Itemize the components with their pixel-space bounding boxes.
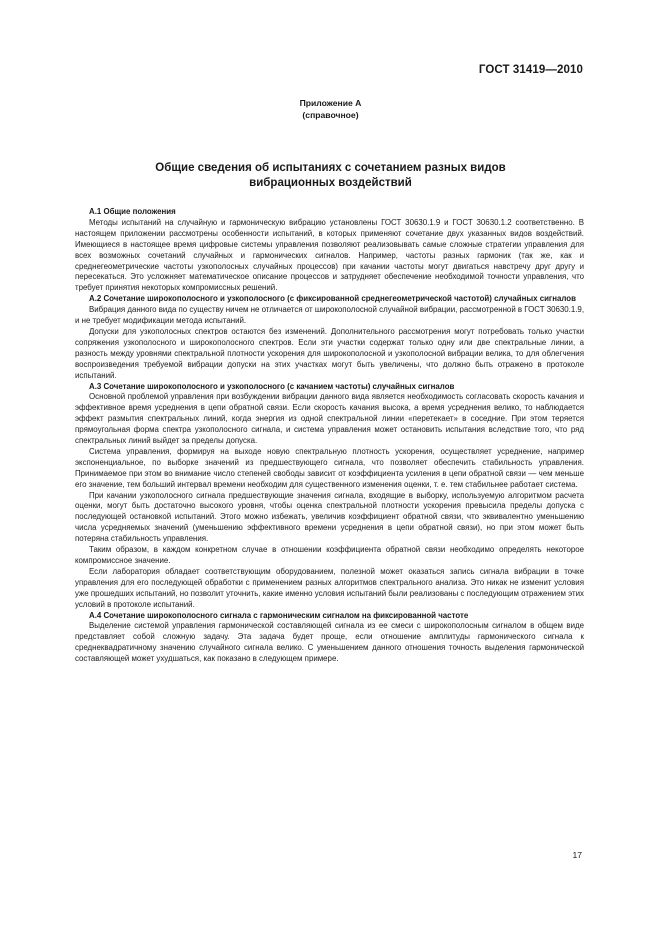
paragraph: Вибрация данного вида по существу ничем не отличается от широкополосной случайной вибрации, рассмотренной в ГОСТ 30630.1.9, и не требует модификации метода испытаний. <box>75 305 585 326</box>
body-text <box>75 207 584 665</box>
section-heading: А.1 Общие положения <box>89 207 176 216</box>
annex-heading <box>0 97 661 121</box>
paragraph: Методы испытаний на случайную и гармоническую вибрацию установлены ГОСТ 30630.1.9 и ГОСТ 30630.1.2 соответственно. В настоящем приложении рассмотрены особенности испытаний, в которых применяют сочетание двух указанных видов воздействий. Имеющиеся в настоящее время цифровые системы управления позволяют реализовывать самые сложные стратегии управления для всех возможных сочетаний случайных и гармонических сигналов. Например, частоты разных гармоник (так же, как и среднегеометрические частоты узкополосных случайных процессов) при качании частоты могут двигаться навстречу друг другу и пересекаться. Это усложняет математическое описание процессов и затрудняет обеспечение необходимой точности управления, что требует принятия некоторых компромиссных решений. <box>75 217 584 293</box>
section-heading: А.4 Сочетание широкополосного сигнала с гармоническим сигналом на фиксированной частоте <box>89 610 469 620</box>
section-heading: А.3 Сочетание широкополосного и узкополосного (с качанием частоты) случайных сигналов <box>89 381 455 391</box>
document-title <box>0 161 661 191</box>
paragraph: Основной проблемой управления при возбуждении вибрации данного вида является необходимость согласовать скорость качания и эффективное время усреднения в цепи обратной связи. Если скорость качания высока, а время усреднения велико, то наблюдается эффект размытия спектральных линий, когда энергия из одной спектральной линии «перетекает» в соседние. При этом теряется прямоугольная форма спектра узкополосного сигнала, и система управления может остановить испытания вследствие того, что ряд спектральных линий выйдет за пределы допуска. <box>75 392 584 446</box>
paragraph: Таким образом, в каждом конкретном случае в отношении коэффициента обратной связи необходимо определять некоторое компромиссное значение. <box>75 545 584 565</box>
page-number: 17 <box>572 850 582 860</box>
paragraph: Выделение системой управления гармонической составляющей сигнала из ее смеси с широкополосным сигналом в общем виде представляет собой сложную задачу. Эта задача будет проще, если отношение амплитуды гармонического сигнала к среднеквадратичному значению случайного сигнала велико. С уменьшением данного отношения точность выделения гармонической составляющей может ухудшаться, как показано в следующем примере. <box>75 621 584 664</box>
section-heading: А.2 Сочетание широкополосного и узкополосного (с фиксированной среднегеометрической частотой) случайных сигналов <box>89 294 576 304</box>
annex-label: Приложение А <box>299 98 362 108</box>
paragraph: При качании узкополосного сигнала предшествующие значения сигнала, входящие в выборку, используемую алгоритмом расчета оценки, могут быть достаточно высокого уровня, чтобы оценка спектральной плотности ускорения превысила пределы допуска с последующей остановкой испытаний. Этого можно избежать, увеличив коэффициент обратной связи, что эквивалентно уменьшению числа усредняемых значений (уменьшению эффективного времени усреднения в цепи обратной связи), но при этом может быть потеряна стабильность управления. <box>75 490 584 544</box>
paragraph: Если лаборатория обладает соответствующим оборудованием, полезной может оказаться запись сигнала вибрации в точке управления для его последующей обработки с применением разных алгоритмов спектрального анализа. Это никак не изменит условия уже прошедших испытаний, но позволит уточнить, какие именно условия испытаний были реализованы с последующим отражением этих условий в протоколе испытаний. <box>75 566 584 609</box>
annex-type: (справочное) <box>302 110 359 120</box>
paragraph: Допуски для узкополосных спектров остаются без изменений. Дополнительного рассмотрения могут потребовать только участки сопряжения узкополосного и широкополосного спектров. Если эти участки содержат только одну или две спектральные линии, а разность между уровнями спектральной плотности ускорения для широкополосной и узкополосной вибрации велика, то для облегчения воспроизведения требуемой вибрации допуски на этих участках могут быть увеличены, что должно быть отражено в протоколе испытаний. <box>75 326 584 380</box>
standard-designation: ГОСТ 31419—2010 <box>478 64 583 76</box>
title-line-1: Общие сведения об испытаниях с сочетанием разных видов <box>155 162 506 174</box>
title-line-2: вибрационных воздействий <box>249 177 412 189</box>
paragraph: Система управления, формируя на выходе новую спектральную плотность ускорения, осуществляет усреднение, например экспоненциальное, по выборке значений из предшествующего сигнала, что позволяет обеспечить стабильность управления. Принимаемое при этом во внимание число степеней свободы зависит от коэффициента усиления в цепи обратной связи — чем меньше его значение, тем больший интервал времени необходим для существенного изменения оценки, т. е. тем стабильнее работает система. <box>75 446 584 489</box>
